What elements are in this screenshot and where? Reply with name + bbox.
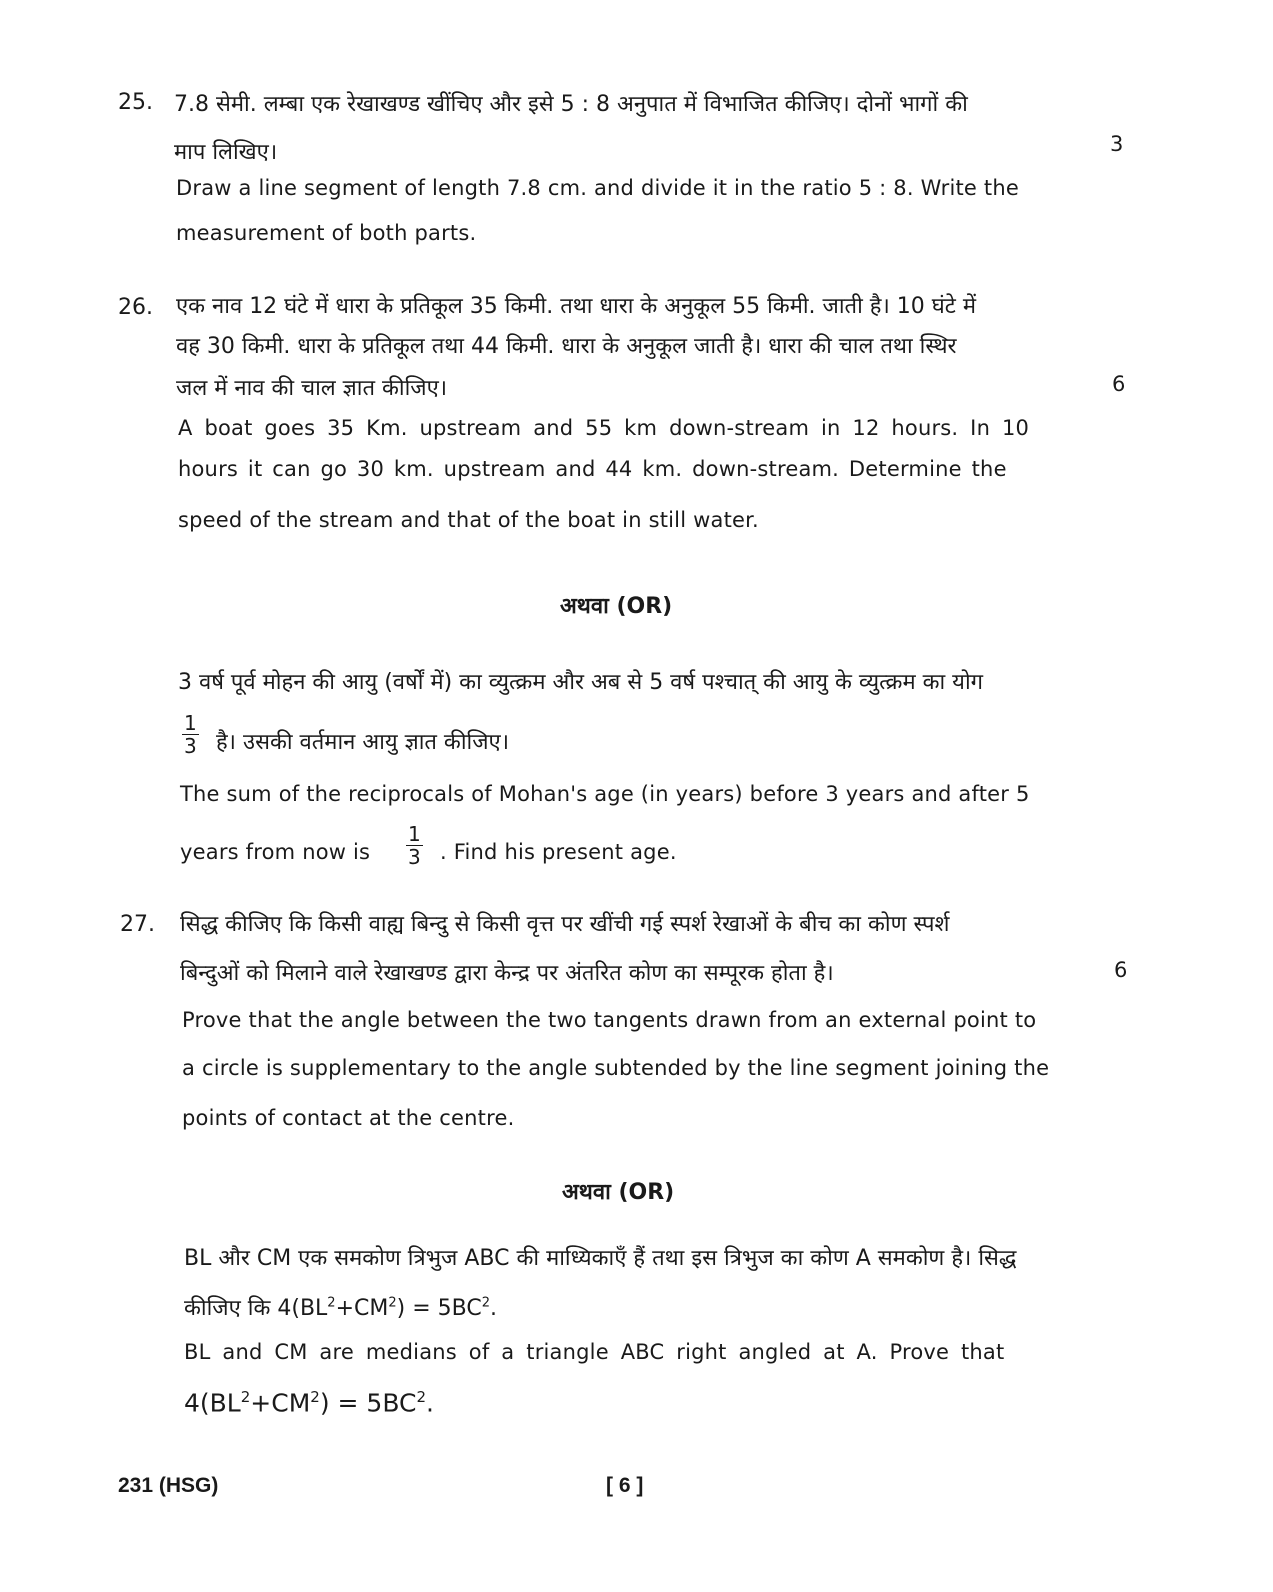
question-english-text: measurement of both parts. xyxy=(176,221,477,245)
alternative-english-text: The sum of the reciprocals of Mohan's age (in years) before 3 years and after 5 xyxy=(180,782,1030,806)
marks-label: 6 xyxy=(1112,372,1126,396)
question-hindi-text: एक नाव 12 घंटे में धारा के प्रतिकूल 35 किमी. तथा धारा के अनुकूल 55 किमी. जाती है। 10 घंटे में xyxy=(176,294,977,319)
fraction-denominator: 3 xyxy=(184,734,197,758)
fraction-denominator: 3 xyxy=(408,845,421,869)
marks-label: 3 xyxy=(1110,132,1124,156)
alternative-english-text: years from now is xyxy=(180,840,371,864)
question-number: 25. xyxy=(118,90,153,115)
fraction-numerator: 1 xyxy=(184,711,197,735)
question-hindi-text: 7.8 सेमी. लम्बा एक रेखाखण्ड खींचिए और इसे 5 : 8 अनुपात में विभाजित कीजिए। दोनों भागों की xyxy=(174,92,968,117)
question-english-text: hours it can go 30 km. upstream and 44 km. down-stream. Determine the xyxy=(178,457,1007,481)
fraction xyxy=(182,712,199,757)
question-hindi-text: सिद्ध कीजिए कि किसी वाह्य बिन्दु से किसी वृत्त पर खींची गई स्पर्श रेखाओं के बीच का कोण स्पर्श xyxy=(180,912,950,937)
question-hindi-text: वह 30 किमी. धारा के प्रतिकूल तथा 44 किमी. धारा के अनुकूल जाती है। धारा की चाल तथा स्थिर xyxy=(176,334,957,359)
question-hindi-text: बिन्दुओं को मिलाने वाले रेखाखण्ड द्वारा केन्द्र पर अंतरित कोण का सम्पूरक होता है। xyxy=(180,961,834,986)
or-heading: अथवा (OR) xyxy=(560,594,673,619)
alternative-hindi-text: BL और CM एक समकोण त्रिभुज ABC की माध्यिकाएँ हैं तथा इस त्रिभुज का कोण A समकोण है। सिद्ध xyxy=(184,1246,1017,1271)
fraction xyxy=(406,823,423,868)
alternative-english-text: BL and CM are medians of a triangle ABC right angled at A. Prove that xyxy=(184,1340,1005,1364)
question-english-text: points of contact at the centre. xyxy=(182,1106,515,1130)
alternative-hindi-text: 3 वर्ष पूर्व मोहन की आयु (वर्षों में) का व्युत्क्रम और अब से 5 वर्ष पश्चात् की आयु के व्युत्क्रम का योग xyxy=(178,670,984,695)
page-number: [ 6 ] xyxy=(606,1474,644,1497)
fraction-numerator: 1 xyxy=(408,822,421,846)
question-english-text: Prove that the angle between the two tangents drawn from an external point to xyxy=(182,1008,1037,1032)
question-hindi-text: माप लिखिए। xyxy=(174,140,278,165)
question-english-text: A boat goes 35 Km. upstream and 55 km down-stream in 12 hours. In 10 xyxy=(178,416,1030,440)
question-number: 26. xyxy=(118,295,153,320)
question-english-text: Draw a line segment of length 7.8 cm. and divide it in the ratio 5 : 8. Write the xyxy=(176,176,1019,200)
alternative-english-text: $4(BL^2+CM^2) = 5BC^2$. xyxy=(184,1388,434,1418)
paper-code: 231 (HSG) xyxy=(118,1474,219,1497)
question-english-text: a circle is supplementary to the angle subtended by the line segment joining the xyxy=(182,1056,1050,1080)
or-heading: अथवा (OR) xyxy=(562,1180,675,1205)
alternative-hindi-text: है। उसकी वर्तमान आयु ज्ञात कीजिए। xyxy=(216,730,510,755)
question-english-text: speed of the stream and that of the boat in still water. xyxy=(178,508,759,532)
marks-label: 6 xyxy=(1114,958,1128,982)
question-hindi-text: जल में नाव की चाल ज्ञात कीजिए। xyxy=(176,376,448,401)
alternative-english-text: . Find his present age. xyxy=(440,840,677,864)
question-number: 27. xyxy=(120,912,155,937)
alternative-hindi-text: कीजिए कि $4(BL^2+CM^2) = 5BC^2$. xyxy=(184,1295,497,1321)
